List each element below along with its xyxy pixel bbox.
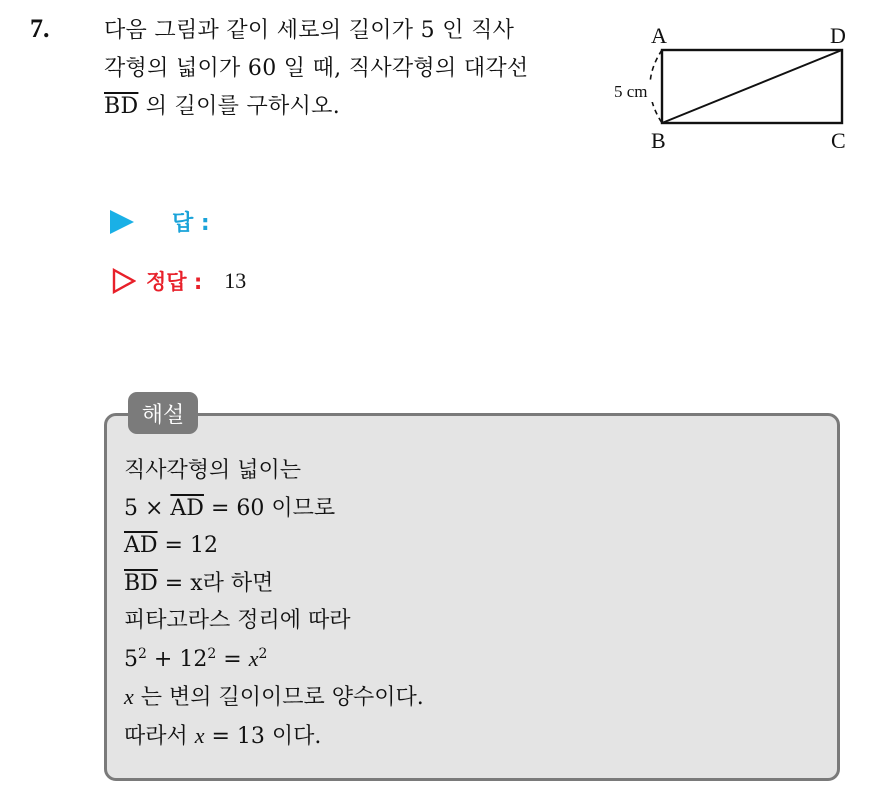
correct-answer-row xyxy=(112,266,246,296)
question-line-2: 각형의 넓이가 60 일 때, 직사각형의 대각선 xyxy=(104,56,529,81)
line6-exp2: 2 xyxy=(207,645,217,662)
diagonal-bd xyxy=(662,50,842,123)
explanation-line-8 xyxy=(124,717,424,756)
correct-value: 13 xyxy=(224,268,247,293)
vertex-a: A xyxy=(651,23,667,48)
line6-a: 5 xyxy=(124,646,138,672)
segment-bd: $\overline{BD}$ xyxy=(104,94,139,119)
line6-eq: = xyxy=(216,646,249,672)
explanation-line-2 xyxy=(124,490,424,528)
line3-post: = 12 xyxy=(157,533,218,558)
question-number: 7. xyxy=(30,14,50,43)
explanation-line-7 xyxy=(124,678,424,717)
vertex-d: D xyxy=(830,23,846,48)
play-arrow-icon xyxy=(110,210,134,234)
line7-post: 는 변의 길이이므로 양수이다. xyxy=(133,685,424,710)
line6-x: x xyxy=(248,645,259,671)
line2-post: = 60 이므로 xyxy=(203,495,336,521)
explanation-line-4 xyxy=(124,565,424,603)
explanation-tab: 해설 xyxy=(128,392,198,434)
segment-bd-2: $\overline{BD}$ xyxy=(124,570,158,596)
vertex-c: C xyxy=(831,128,846,153)
answer-row xyxy=(110,206,210,237)
segment-ad-2: $\overline{AD}$ xyxy=(124,533,158,558)
question-line-1: 다음 그림과 같이 세로의 길이가 5 인 직사 xyxy=(104,18,515,43)
vertex-b: B xyxy=(651,128,666,153)
question-line-3 xyxy=(104,88,594,126)
question-line-3-text: 의 길이를 구하시오. xyxy=(145,94,340,119)
explanation-line-5: 피타고라스 정리에 따라 xyxy=(124,608,351,633)
line7-x: x xyxy=(124,684,134,709)
rectangle-figure xyxy=(600,18,870,168)
segment-ad: $\overline{AD}$ xyxy=(170,495,204,521)
line6-plus: + 12 xyxy=(146,646,208,672)
outline-triangle-icon xyxy=(112,268,136,294)
line8-pre: 따라서 xyxy=(124,723,195,749)
line2-pre: 5 × xyxy=(124,495,171,521)
line6-exp1: 2 xyxy=(138,645,147,662)
line8-post: = 13 이다. xyxy=(204,723,322,749)
correct-label: 정답 : xyxy=(146,270,203,294)
explanation-line-1: 직사각형의 넓이는 xyxy=(124,458,302,483)
answer-label: 답 : xyxy=(172,211,210,236)
explanation-line-6 xyxy=(124,640,424,679)
line6-exp3: 2 xyxy=(258,645,268,662)
question-text xyxy=(104,12,594,126)
line4-post: = x라 하면 xyxy=(157,570,274,596)
explanation-text xyxy=(124,452,424,755)
side-label: 5 cm xyxy=(614,82,648,101)
explanation-line-3 xyxy=(124,527,424,565)
line8-x: x xyxy=(194,722,205,748)
